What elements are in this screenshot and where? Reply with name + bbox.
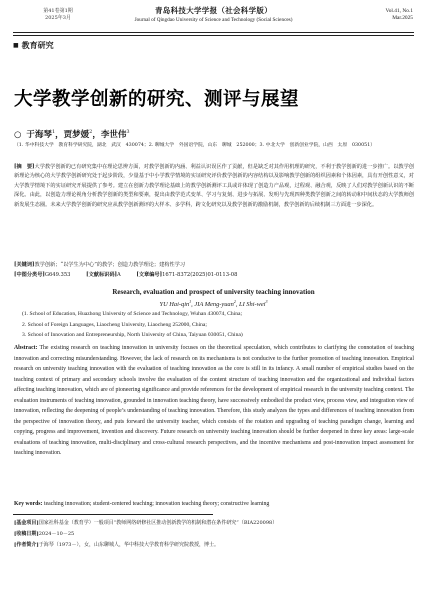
english-affiliation-line: 3. School of Innovation and Entrepreneurship, North University of China, Taiyuan 030051, China) <box>22 332 243 339</box>
square-bullet-icon: ■ <box>13 42 19 49</box>
journal-header <box>0 0 427 40</box>
clc-number <box>14 272 70 278</box>
fund-text: 国家社科基金（教育学）一般项目“教师网络研修社区推动创新教学的机制和潜在条件研究”（BIA220098） <box>38 520 278 526</box>
abstract-text: 大学教学创新的已有研究集中在理论思辨方面，对教学创新的内涵、利益认识误区作了贡献，但是缺乏对其作用机理的研究，不利于教学创新的进一步推广。以教学创新理论为核心的大学教学创新研究处于起步阶段，少量基于中小学教学情境的实证研究评价教学创新的内容结构以及影响教学创新的组织因素和个体因素，具有开创性意义，对大学教学情境下的实证研究开展提供了参考。建立在创新力教学理论基础上的教学创新测评工具或许体现了创造力产品观，过程观、融合观，反映了人们对教学创新认识的不断深化。由此，以创造力理论视角分析教学创新的类型和要素，提出由教学范式变革、学习与复刻、进步与拓展、发明与先现四种类教学创新之间的转动和中间状态的大学教师创新发展生态圈。未来大学教学创新的研究应从教学创新测评的大样本、多学科，跨文化研究以及教学创新的激励机制，教学创新的后续机制三方面进一步深化。 <box>14 164 414 208</box>
received-date-note <box>14 529 414 540</box>
footnotes <box>14 518 414 551</box>
english-author-separator: , <box>235 301 240 308</box>
issue-info <box>13 8 103 22</box>
author-name: 贾梦媛 <box>63 130 90 140</box>
english-author-affil-mark: 2 <box>233 299 236 304</box>
english-keywords-text: teaching innovation; student-centered teaching; innovation teaching theory; constructive learning <box>43 501 270 507</box>
english-author-name: LI Shi-wei <box>239 301 266 308</box>
received-date-label: [收稿日期] <box>14 531 39 537</box>
section-label-text: 教育研究 <box>21 40 54 50</box>
english-author-separator: , <box>191 301 195 308</box>
footnote-rule <box>13 514 213 515</box>
english-author-line <box>0 297 427 309</box>
author-affil-mark: 2 <box>89 129 93 135</box>
author-line <box>14 126 130 141</box>
english-title: Research, evaluation and prospect of university teaching innovation <box>112 288 315 296</box>
author-separator: ， <box>92 130 101 140</box>
keywords-label: [关键词] <box>14 262 35 268</box>
author-bio-text: 于海琴（1973－），女，山东聊城人，华中科技大学教育科学研究院教授，博士。 <box>38 542 219 548</box>
header-rule-thick <box>13 32 414 33</box>
issue-date-cn: 2025年3月 <box>45 15 71 21</box>
abstract-label: [摘 要] <box>14 164 35 170</box>
english-affiliation-line: (1. School of Education, Huazhong University of Science and Technology, Wuhan 430074, China; <box>22 311 243 317</box>
article-id <box>136 272 237 278</box>
document-code-value: A <box>116 272 121 278</box>
received-date-text: 2024－10－25 <box>38 531 75 537</box>
document-code-label: [文献标识码] <box>86 272 117 278</box>
author-separator: ， <box>55 130 64 140</box>
journal-title-cn: 青岛科技大学学报（社会科学版） <box>155 6 272 15</box>
english-author-affil-mark: 3 <box>265 299 268 304</box>
fund-label: [基金项目] <box>14 520 39 526</box>
classification-line <box>14 271 414 280</box>
author-affiliations: （1. 华中科技大学 教育科学研究院，湖北 武汉 430074；2. 聊城大学 外国语学院，山东 聊城 252000；3. 中北大学 创新创业学院，山西 太原 030051） <box>14 143 376 148</box>
volume-issue-en: Vol.41, No.1 <box>385 8 413 14</box>
english-abstract-text: The existing research on teaching innovation in university focuses on the theoretical speculation, which contributes to clarifying the connotation of teaching innovation and correcting misunderstanding. However, the lack of research on its mechanisms is not conducive to the further promotion of teaching innovation. Empirical research on university teaching innovation with the evaluation of teaching innovation as the core is still in its infancy. A small number of empirical studies based on the teaching context of primary and secondary schools involve the evaluation of the content structure of teaching innovation and the organizational and individual factors affecting teaching innovation, which are of pioneering significance and provide references for the development of empirical research in the university teaching context. The evaluation instruments of teaching innovation, grounded in innovation teaching theory, have successively embodied the product view, process view, and integration view of innovation, reflecting the deepening of people’s understanding of teaching innovation. Therefore, this study analyzes the types and differences of teaching innovation from the perspective of innovation theory, and puts forward the university teacher, which consists of the rotation and upgrading of teaching paradigm change, learning and copying, progress and improvement, invention and discovery. Future research on university teaching innovation should be further deepened in three key areas: large-scale evaluations of teaching innovation, multi-disciplinary and cross-cultural research perspectives, and the incentive mechanisms and post-innovation impact assessment for teaching innovation. <box>14 345 414 456</box>
english-affiliation-line: 2. School of Foreign Languages, Liaocheng University, Liaocheng 252000, China; <box>22 321 207 328</box>
keywords-text: 教学创新；“以学生为中心”的教学；创造力教学理论；建构性学习 <box>34 262 186 268</box>
chinese-abstract <box>14 163 414 210</box>
english-abstract-label: Abstract: <box>14 345 38 351</box>
volume-issue-cn: 第41卷第1期 <box>43 8 73 14</box>
author-name: 李世伟 <box>100 130 127 140</box>
author-affil-mark: 3 <box>126 129 130 135</box>
issue-info-en <box>343 8 413 22</box>
journal-title-en: Journal of Qingdao University of Science and Technology (Social Sciences) <box>134 17 293 23</box>
issue-date-en: Mar.2025 <box>392 15 413 21</box>
english-abstract <box>14 343 414 459</box>
header-rule-thin <box>13 35 414 36</box>
clc-label: [中图分类号] <box>14 272 45 278</box>
journal-title-block <box>110 6 317 24</box>
author-bio-label: [作者简介] <box>14 542 39 548</box>
english-author-name: JIA Meng-yuan <box>194 301 234 308</box>
author-bio-note <box>14 540 414 551</box>
fund-note <box>14 518 414 529</box>
author-name: 于海琴 <box>26 130 52 140</box>
english-author-name: YU Hai-qin <box>159 301 190 308</box>
section-label <box>13 40 54 51</box>
chinese-keywords <box>14 261 414 270</box>
article-id-label: [文章编号] <box>136 272 163 278</box>
english-affiliations <box>22 309 412 341</box>
article-id-value: 1671-8372(2025)01-0113-08 <box>162 272 238 278</box>
author-affil-mark: 1 <box>51 129 56 135</box>
document-code <box>86 272 121 278</box>
circle-bullet-icon: ○ <box>14 130 22 140</box>
article-title: 大学教学创新的研究、测评与展望 <box>14 89 300 110</box>
clc-value: G649.353 <box>44 272 71 278</box>
english-keywords <box>14 499 414 510</box>
english-author-affil-mark: 1 <box>189 299 192 304</box>
english-keywords-label: Key words: <box>14 501 43 507</box>
